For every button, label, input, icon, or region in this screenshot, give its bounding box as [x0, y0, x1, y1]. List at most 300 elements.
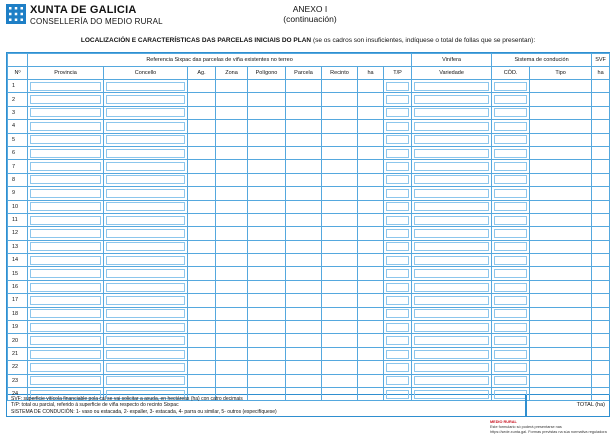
table-cell[interactable]	[412, 307, 492, 320]
table-cell[interactable]	[286, 347, 322, 360]
table-cell[interactable]	[358, 321, 384, 334]
table-cell[interactable]	[592, 227, 610, 240]
input-box[interactable]	[386, 309, 409, 318]
table-cell[interactable]	[104, 334, 188, 347]
input-box[interactable]	[106, 229, 185, 238]
table-cell[interactable]	[28, 227, 104, 240]
input-box[interactable]	[30, 122, 101, 131]
table-cell[interactable]	[248, 160, 286, 173]
table-cell[interactable]	[384, 80, 412, 93]
table-cell[interactable]	[28, 106, 104, 119]
input-box[interactable]	[414, 175, 489, 184]
table-cell[interactable]	[412, 321, 492, 334]
table-cell[interactable]	[530, 120, 592, 133]
table-cell[interactable]	[492, 120, 530, 133]
table-cell[interactable]	[412, 213, 492, 226]
input-box[interactable]	[30, 202, 101, 211]
table-cell[interactable]	[286, 240, 322, 253]
input-box[interactable]	[386, 189, 409, 198]
table-cell[interactable]	[530, 146, 592, 159]
table-cell[interactable]	[286, 294, 322, 307]
table-cell[interactable]	[322, 347, 358, 360]
table-cell[interactable]	[592, 280, 610, 293]
input-box[interactable]	[494, 95, 527, 104]
table-cell[interactable]	[104, 374, 188, 387]
table-cell[interactable]	[104, 280, 188, 293]
table-cell[interactable]	[358, 106, 384, 119]
table-cell[interactable]	[248, 120, 286, 133]
table-cell[interactable]	[492, 227, 530, 240]
table-cell[interactable]	[384, 160, 412, 173]
table-cell[interactable]	[530, 334, 592, 347]
table-cell[interactable]	[592, 321, 610, 334]
table-cell[interactable]	[188, 321, 216, 334]
input-box[interactable]	[106, 376, 185, 385]
table-cell[interactable]	[248, 133, 286, 146]
table-cell[interactable]	[104, 120, 188, 133]
table-cell[interactable]	[286, 160, 322, 173]
input-box[interactable]	[30, 229, 101, 238]
table-cell[interactable]	[530, 240, 592, 253]
input-box[interactable]	[494, 323, 527, 332]
table-cell[interactable]	[358, 334, 384, 347]
input-box[interactable]	[106, 162, 185, 171]
table-cell[interactable]	[216, 307, 248, 320]
input-box[interactable]	[494, 296, 527, 305]
table-cell[interactable]	[248, 187, 286, 200]
table-cell[interactable]	[592, 160, 610, 173]
table-cell[interactable]	[28, 321, 104, 334]
table-cell[interactable]	[412, 80, 492, 93]
table-cell[interactable]	[188, 106, 216, 119]
table-cell[interactable]	[358, 93, 384, 106]
input-box[interactable]	[494, 350, 527, 359]
input-box[interactable]	[414, 95, 489, 104]
table-cell[interactable]	[530, 106, 592, 119]
table-cell[interactable]	[592, 93, 610, 106]
table-cell[interactable]	[592, 361, 610, 374]
table-cell[interactable]	[530, 187, 592, 200]
input-box[interactable]	[30, 269, 101, 278]
table-cell[interactable]	[248, 93, 286, 106]
input-box[interactable]	[106, 122, 185, 131]
table-cell[interactable]	[322, 93, 358, 106]
table-cell[interactable]	[28, 307, 104, 320]
table-cell[interactable]	[28, 146, 104, 159]
table-cell[interactable]	[358, 160, 384, 173]
table-cell[interactable]	[248, 80, 286, 93]
table-cell[interactable]	[322, 240, 358, 253]
table-cell[interactable]	[358, 280, 384, 293]
table-cell[interactable]	[592, 213, 610, 226]
input-box[interactable]	[106, 309, 185, 318]
table-cell[interactable]	[28, 334, 104, 347]
table-cell[interactable]	[216, 361, 248, 374]
input-box[interactable]	[386, 242, 409, 251]
table-cell[interactable]	[530, 361, 592, 374]
table-cell[interactable]	[492, 133, 530, 146]
input-box[interactable]	[414, 242, 489, 251]
table-cell[interactable]	[286, 374, 322, 387]
table-cell[interactable]	[358, 240, 384, 253]
table-cell[interactable]	[412, 267, 492, 280]
table-cell[interactable]	[530, 307, 592, 320]
table-cell[interactable]	[322, 120, 358, 133]
table-cell[interactable]	[216, 374, 248, 387]
table-cell[interactable]	[530, 160, 592, 173]
table-cell[interactable]	[530, 227, 592, 240]
table-cell[interactable]	[104, 254, 188, 267]
input-box[interactable]	[386, 108, 409, 117]
input-box[interactable]	[30, 363, 101, 372]
table-cell[interactable]	[248, 146, 286, 159]
input-box[interactable]	[106, 95, 185, 104]
table-cell[interactable]	[530, 200, 592, 213]
table-cell[interactable]	[248, 200, 286, 213]
table-cell[interactable]	[384, 93, 412, 106]
table-cell[interactable]	[322, 133, 358, 146]
table-cell[interactable]	[286, 80, 322, 93]
table-cell[interactable]	[592, 307, 610, 320]
input-box[interactable]	[414, 296, 489, 305]
table-cell[interactable]	[358, 80, 384, 93]
table-cell[interactable]	[358, 227, 384, 240]
table-cell[interactable]	[492, 200, 530, 213]
input-box[interactable]	[386, 229, 409, 238]
table-cell[interactable]	[216, 240, 248, 253]
table-cell[interactable]	[492, 187, 530, 200]
input-box[interactable]	[414, 309, 489, 318]
table-cell[interactable]	[492, 160, 530, 173]
table-cell[interactable]	[358, 361, 384, 374]
table-cell[interactable]	[104, 267, 188, 280]
table-cell[interactable]	[384, 280, 412, 293]
input-box[interactable]	[30, 336, 101, 345]
table-cell[interactable]	[322, 80, 358, 93]
input-box[interactable]	[386, 283, 409, 292]
input-box[interactable]	[494, 242, 527, 251]
table-cell[interactable]	[384, 173, 412, 186]
table-cell[interactable]	[188, 227, 216, 240]
table-cell[interactable]	[592, 347, 610, 360]
table-cell[interactable]	[530, 267, 592, 280]
table-cell[interactable]	[248, 347, 286, 360]
table-cell[interactable]	[384, 374, 412, 387]
input-box[interactable]	[30, 256, 101, 265]
table-cell[interactable]	[188, 334, 216, 347]
input-box[interactable]	[106, 269, 185, 278]
table-cell[interactable]	[358, 213, 384, 226]
table-cell[interactable]	[286, 227, 322, 240]
table-cell[interactable]	[188, 361, 216, 374]
table-cell[interactable]	[322, 200, 358, 213]
table-cell[interactable]	[592, 334, 610, 347]
table-cell[interactable]	[412, 294, 492, 307]
table-cell[interactable]	[358, 294, 384, 307]
table-cell[interactable]	[216, 133, 248, 146]
table-cell[interactable]	[384, 307, 412, 320]
table-cell[interactable]	[492, 213, 530, 226]
table-cell[interactable]	[322, 374, 358, 387]
input-box[interactable]	[386, 175, 409, 184]
table-cell[interactable]	[592, 240, 610, 253]
input-box[interactable]	[414, 229, 489, 238]
table-cell[interactable]	[592, 200, 610, 213]
input-box[interactable]	[494, 175, 527, 184]
table-cell[interactable]	[286, 133, 322, 146]
table-cell[interactable]	[384, 146, 412, 159]
table-cell[interactable]	[412, 160, 492, 173]
table-cell[interactable]	[28, 213, 104, 226]
table-cell[interactable]	[216, 213, 248, 226]
input-box[interactable]	[414, 122, 489, 131]
table-cell[interactable]	[286, 187, 322, 200]
input-box[interactable]	[414, 149, 489, 158]
table-cell[interactable]	[216, 294, 248, 307]
table-cell[interactable]	[248, 213, 286, 226]
table-cell[interactable]	[248, 374, 286, 387]
table-cell[interactable]	[188, 187, 216, 200]
table-cell[interactable]	[384, 106, 412, 119]
table-cell[interactable]	[530, 80, 592, 93]
table-cell[interactable]	[412, 240, 492, 253]
table-cell[interactable]	[412, 361, 492, 374]
table-cell[interactable]	[28, 374, 104, 387]
table-cell[interactable]	[492, 254, 530, 267]
table-cell[interactable]	[104, 160, 188, 173]
input-box[interactable]	[30, 216, 101, 225]
input-box[interactable]	[30, 309, 101, 318]
input-box[interactable]	[386, 216, 409, 225]
input-box[interactable]	[494, 309, 527, 318]
input-box[interactable]	[494, 229, 527, 238]
table-cell[interactable]	[248, 307, 286, 320]
table-cell[interactable]	[384, 120, 412, 133]
table-cell[interactable]	[216, 173, 248, 186]
table-cell[interactable]	[28, 267, 104, 280]
input-box[interactable]	[494, 216, 527, 225]
input-box[interactable]	[414, 189, 489, 198]
table-cell[interactable]	[322, 321, 358, 334]
table-cell[interactable]	[530, 280, 592, 293]
input-box[interactable]	[386, 82, 409, 91]
input-box[interactable]	[386, 350, 409, 359]
table-cell[interactable]	[188, 200, 216, 213]
table-cell[interactable]	[104, 307, 188, 320]
table-cell[interactable]	[28, 160, 104, 173]
input-box[interactable]	[30, 323, 101, 332]
table-cell[interactable]	[104, 187, 188, 200]
table-cell[interactable]	[104, 347, 188, 360]
table-cell[interactable]	[358, 173, 384, 186]
table-cell[interactable]	[28, 187, 104, 200]
table-cell[interactable]	[104, 133, 188, 146]
table-cell[interactable]	[286, 267, 322, 280]
table-cell[interactable]	[286, 120, 322, 133]
table-cell[interactable]	[248, 280, 286, 293]
table-cell[interactable]	[492, 267, 530, 280]
table-cell[interactable]	[358, 307, 384, 320]
table-cell[interactable]	[358, 146, 384, 159]
table-cell[interactable]	[248, 321, 286, 334]
table-cell[interactable]	[592, 146, 610, 159]
table-cell[interactable]	[248, 240, 286, 253]
table-cell[interactable]	[28, 173, 104, 186]
input-box[interactable]	[414, 336, 489, 345]
table-cell[interactable]	[530, 133, 592, 146]
table-cell[interactable]	[358, 374, 384, 387]
table-cell[interactable]	[104, 80, 188, 93]
table-cell[interactable]	[188, 213, 216, 226]
input-box[interactable]	[494, 135, 527, 144]
table-cell[interactable]	[28, 80, 104, 93]
table-cell[interactable]	[248, 227, 286, 240]
table-cell[interactable]	[592, 254, 610, 267]
table-cell[interactable]	[322, 361, 358, 374]
table-cell[interactable]	[592, 80, 610, 93]
table-cell[interactable]	[286, 173, 322, 186]
input-box[interactable]	[386, 376, 409, 385]
table-cell[interactable]	[322, 173, 358, 186]
table-cell[interactable]	[28, 93, 104, 106]
table-cell[interactable]	[248, 267, 286, 280]
table-cell[interactable]	[248, 334, 286, 347]
input-box[interactable]	[494, 269, 527, 278]
table-cell[interactable]	[216, 227, 248, 240]
table-cell[interactable]	[104, 93, 188, 106]
table-cell[interactable]	[492, 347, 530, 360]
table-cell[interactable]	[412, 200, 492, 213]
input-box[interactable]	[494, 256, 527, 265]
input-box[interactable]	[414, 269, 489, 278]
input-box[interactable]	[494, 202, 527, 211]
table-cell[interactable]	[104, 146, 188, 159]
table-cell[interactable]	[358, 347, 384, 360]
input-box[interactable]	[386, 135, 409, 144]
input-box[interactable]	[414, 350, 489, 359]
table-cell[interactable]	[530, 294, 592, 307]
table-cell[interactable]	[286, 106, 322, 119]
table-cell[interactable]	[248, 361, 286, 374]
input-box[interactable]	[494, 82, 527, 91]
table-cell[interactable]	[530, 347, 592, 360]
table-cell[interactable]	[358, 254, 384, 267]
input-box[interactable]	[106, 175, 185, 184]
table-cell[interactable]	[188, 133, 216, 146]
table-cell[interactable]	[358, 133, 384, 146]
input-box[interactable]	[386, 296, 409, 305]
table-cell[interactable]	[322, 146, 358, 159]
table-cell[interactable]	[188, 120, 216, 133]
table-cell[interactable]	[188, 160, 216, 173]
table-cell[interactable]	[412, 187, 492, 200]
table-cell[interactable]	[412, 120, 492, 133]
table-cell[interactable]	[412, 227, 492, 240]
input-box[interactable]	[106, 283, 185, 292]
table-cell[interactable]	[104, 361, 188, 374]
table-cell[interactable]	[188, 254, 216, 267]
table-cell[interactable]	[412, 106, 492, 119]
table-cell[interactable]	[248, 173, 286, 186]
input-box[interactable]	[386, 363, 409, 372]
input-box[interactable]	[30, 189, 101, 198]
input-box[interactable]	[494, 189, 527, 198]
table-cell[interactable]	[322, 106, 358, 119]
table-cell[interactable]	[492, 93, 530, 106]
input-box[interactable]	[386, 323, 409, 332]
input-box[interactable]	[106, 216, 185, 225]
table-cell[interactable]	[412, 280, 492, 293]
table-cell[interactable]	[412, 347, 492, 360]
table-cell[interactable]	[492, 321, 530, 334]
input-box[interactable]	[106, 202, 185, 211]
input-box[interactable]	[106, 149, 185, 158]
table-cell[interactable]	[188, 280, 216, 293]
input-box[interactable]	[30, 82, 101, 91]
table-cell[interactable]	[28, 120, 104, 133]
input-box[interactable]	[494, 162, 527, 171]
table-cell[interactable]	[322, 187, 358, 200]
table-cell[interactable]	[28, 280, 104, 293]
table-cell[interactable]	[216, 120, 248, 133]
table-cell[interactable]	[412, 146, 492, 159]
table-cell[interactable]	[412, 133, 492, 146]
total-field[interactable]	[526, 395, 610, 417]
input-box[interactable]	[30, 283, 101, 292]
table-cell[interactable]	[216, 200, 248, 213]
input-box[interactable]	[414, 256, 489, 265]
input-box[interactable]	[106, 350, 185, 359]
table-cell[interactable]	[188, 173, 216, 186]
table-cell[interactable]	[248, 106, 286, 119]
table-cell[interactable]	[530, 254, 592, 267]
table-cell[interactable]	[358, 267, 384, 280]
table-cell[interactable]	[104, 240, 188, 253]
table-cell[interactable]	[286, 334, 322, 347]
table-cell[interactable]	[286, 146, 322, 159]
table-cell[interactable]	[322, 307, 358, 320]
table-cell[interactable]	[104, 200, 188, 213]
input-box[interactable]	[386, 95, 409, 104]
input-box[interactable]	[414, 202, 489, 211]
input-box[interactable]	[30, 175, 101, 184]
table-cell[interactable]	[248, 254, 286, 267]
table-cell[interactable]	[286, 321, 322, 334]
table-cell[interactable]	[358, 120, 384, 133]
table-cell[interactable]	[592, 120, 610, 133]
input-box[interactable]	[386, 336, 409, 345]
table-cell[interactable]	[384, 187, 412, 200]
input-box[interactable]	[30, 135, 101, 144]
input-box[interactable]	[106, 296, 185, 305]
input-box[interactable]	[106, 135, 185, 144]
table-cell[interactable]	[216, 334, 248, 347]
table-cell[interactable]	[384, 294, 412, 307]
table-cell[interactable]	[216, 347, 248, 360]
input-box[interactable]	[106, 189, 185, 198]
table-cell[interactable]	[322, 160, 358, 173]
table-cell[interactable]	[188, 267, 216, 280]
table-cell[interactable]	[492, 173, 530, 186]
table-cell[interactable]	[188, 307, 216, 320]
input-box[interactable]	[414, 376, 489, 385]
table-cell[interactable]	[358, 200, 384, 213]
input-box[interactable]	[386, 256, 409, 265]
input-box[interactable]	[414, 323, 489, 332]
input-box[interactable]	[386, 269, 409, 278]
table-cell[interactable]	[384, 200, 412, 213]
table-cell[interactable]	[322, 280, 358, 293]
